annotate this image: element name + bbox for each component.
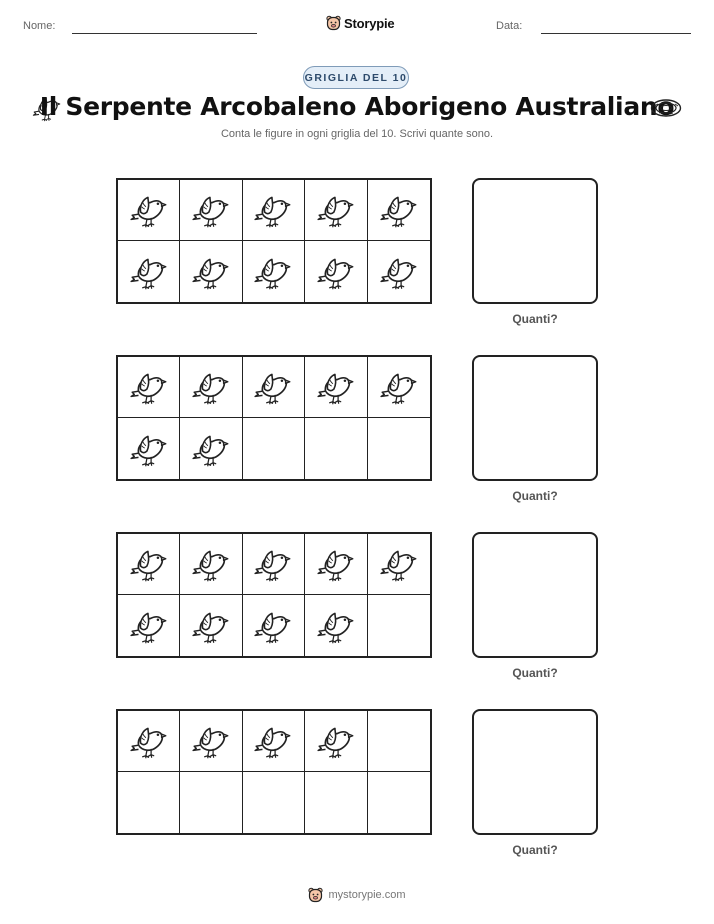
ten-frame bbox=[116, 532, 432, 658]
filled-cell bbox=[180, 180, 242, 241]
bird-icon bbox=[128, 543, 170, 585]
filled-cell bbox=[305, 711, 367, 772]
bird-icon bbox=[128, 720, 170, 762]
filled-cell bbox=[305, 241, 367, 302]
bird-icon bbox=[315, 366, 357, 408]
bird-icon bbox=[190, 543, 232, 585]
empty-cell bbox=[305, 418, 367, 479]
filled-cell bbox=[118, 180, 180, 241]
name-label: Nome: bbox=[23, 20, 56, 32]
answer-label: Quanti? bbox=[512, 489, 558, 503]
counting-row-2 bbox=[0, 355, 714, 520]
filled-cell bbox=[243, 357, 305, 418]
filled-cell bbox=[243, 534, 305, 595]
bird-icon bbox=[378, 366, 420, 408]
bird-icon bbox=[252, 543, 294, 585]
bird-icon bbox=[190, 251, 232, 293]
bird-icon bbox=[315, 543, 357, 585]
page-title: Il Serpente Arcobaleno Aborigeno Australiano bbox=[39, 92, 675, 121]
brand-name: Storypie bbox=[344, 15, 395, 31]
storypie-logo bbox=[326, 13, 394, 33]
snake-coil-icon bbox=[650, 97, 682, 119]
date-line[interactable] bbox=[541, 33, 691, 34]
filled-cell bbox=[368, 534, 430, 595]
bird-icon bbox=[190, 366, 232, 408]
empty-cell bbox=[368, 418, 430, 479]
filled-cell bbox=[118, 418, 180, 479]
filled-cell bbox=[243, 241, 305, 302]
title-row bbox=[0, 92, 714, 126]
empty-cell bbox=[243, 772, 305, 833]
worksheet-type-badge: GRIGLIA DEL 10 bbox=[303, 66, 409, 89]
filled-cell bbox=[118, 595, 180, 656]
filled-cell bbox=[180, 595, 242, 656]
name-line[interactable] bbox=[72, 33, 257, 34]
counting-row-4 bbox=[0, 709, 714, 874]
bird-icon bbox=[252, 251, 294, 293]
bird-icon bbox=[315, 605, 357, 647]
filled-cell bbox=[118, 241, 180, 302]
answer-box[interactable] bbox=[472, 355, 598, 481]
bird-icon bbox=[128, 366, 170, 408]
empty-cell bbox=[305, 772, 367, 833]
worksheet-header bbox=[0, 0, 714, 50]
bird-icon bbox=[252, 366, 294, 408]
filled-cell bbox=[180, 357, 242, 418]
filled-cell bbox=[180, 534, 242, 595]
answer-box[interactable] bbox=[472, 709, 598, 835]
filled-cell bbox=[368, 180, 430, 241]
ten-frame bbox=[116, 709, 432, 835]
bird-icon bbox=[252, 189, 294, 231]
filled-cell bbox=[368, 241, 430, 302]
empty-cell bbox=[118, 772, 180, 833]
instructions: Conta le figure in ogni griglia del 10. Scrivi quante sono. bbox=[220, 128, 494, 140]
ten-frame bbox=[116, 178, 432, 304]
storypie-mascot-icon bbox=[326, 15, 341, 32]
filled-cell bbox=[180, 418, 242, 479]
filled-cell bbox=[368, 357, 430, 418]
storypie-mascot-icon bbox=[308, 887, 323, 904]
filled-cell bbox=[305, 180, 367, 241]
bird-icon bbox=[190, 428, 232, 470]
bird-icon bbox=[378, 543, 420, 585]
empty-cell bbox=[368, 595, 430, 656]
date-label: Data: bbox=[496, 20, 523, 32]
empty-cell bbox=[243, 418, 305, 479]
bird-icon bbox=[128, 605, 170, 647]
empty-cell bbox=[368, 711, 430, 772]
counting-row-1 bbox=[0, 178, 714, 343]
bird-icon bbox=[190, 720, 232, 762]
filled-cell bbox=[243, 711, 305, 772]
filled-cell bbox=[180, 241, 242, 302]
answer-label: Quanti? bbox=[512, 312, 558, 326]
ten-frame bbox=[116, 355, 432, 481]
bird-icon bbox=[378, 251, 420, 293]
filled-cell bbox=[305, 534, 367, 595]
bird-icon bbox=[190, 605, 232, 647]
filled-cell bbox=[118, 357, 180, 418]
empty-cell bbox=[180, 772, 242, 833]
footer bbox=[0, 884, 714, 906]
filled-cell bbox=[243, 595, 305, 656]
bird-icon bbox=[315, 251, 357, 293]
filled-cell bbox=[118, 534, 180, 595]
answer-label: Quanti? bbox=[512, 666, 558, 680]
filled-cell bbox=[118, 711, 180, 772]
filled-cell bbox=[243, 180, 305, 241]
bird-icon bbox=[128, 428, 170, 470]
filled-cell bbox=[305, 595, 367, 656]
bird-icon bbox=[128, 189, 170, 231]
footer-url: mystorypie.com bbox=[328, 889, 406, 901]
bird-icon bbox=[128, 251, 170, 293]
answer-label: Quanti? bbox=[512, 843, 558, 857]
bird-icon bbox=[252, 605, 294, 647]
answer-box[interactable] bbox=[472, 178, 598, 304]
bird-icon bbox=[315, 720, 357, 762]
bird-icon bbox=[190, 189, 232, 231]
bird-icon bbox=[315, 189, 357, 231]
answer-box[interactable] bbox=[472, 532, 598, 658]
bird-icon bbox=[252, 720, 294, 762]
counting-row-3 bbox=[0, 532, 714, 697]
filled-cell bbox=[180, 711, 242, 772]
filled-cell bbox=[305, 357, 367, 418]
bird-icon bbox=[378, 189, 420, 231]
empty-cell bbox=[368, 772, 430, 833]
